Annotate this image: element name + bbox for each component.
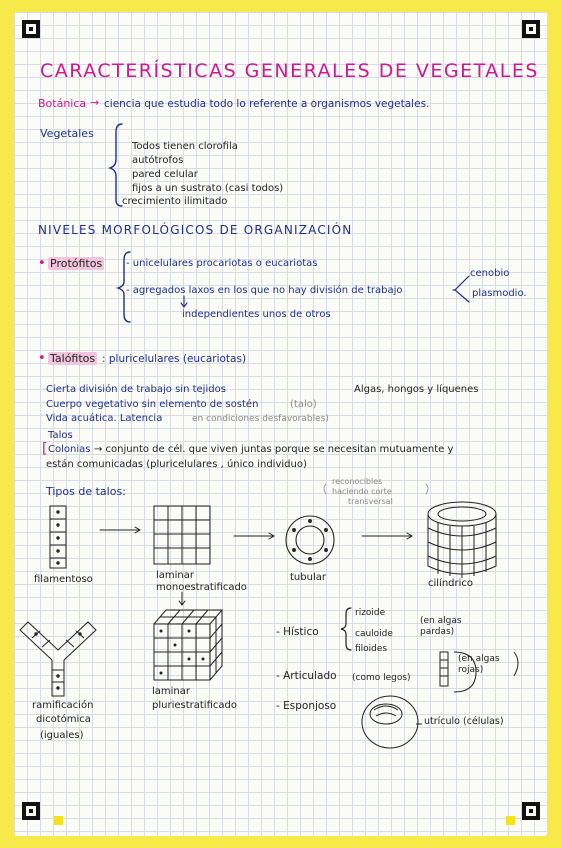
label-dicotomica: dicotómica [36,714,91,725]
talofitos-line-2-note: (talo) [290,399,317,410]
right-arrow-icon [362,533,412,539]
label-laminar-pluri: laminar [152,686,191,697]
plasmodio-label: plasmodio. [472,288,527,299]
label-pluriestratificado: pluriestratificado [152,700,237,711]
note-algas-pardas: (en algas pardas) [420,616,462,637]
filamentoso-drawing [50,506,66,568]
bracket-icon: [ [42,441,48,457]
arrow-icon: → [90,96,100,109]
tubular-drawing [286,516,334,564]
ramificacion-drawing [20,622,96,696]
label-histico: - Hístico [276,626,319,638]
talofitos-description: : pluricelulares (eucariotas) [102,353,247,365]
label-monoestratificado: monoestratificado [156,582,247,593]
protofitos-term: Protófitos [50,257,103,270]
laminar-pluri-drawing [154,610,222,680]
label-laminar-mono: laminar [156,570,195,581]
page-title: CARACTERÍSTICAS GENERALES DE VEGETALES [40,60,539,82]
protofitos-line-2: - agregados laxos en los que no hay división de trabajo [126,285,403,296]
talos-label: Talos [48,430,73,441]
articulado-drawing [440,652,518,692]
vegetales-item: Todos tienen clorofila [132,141,238,152]
botanica-definition: ciencia que estudia todo lo referente a organismos vegetales. [104,98,430,110]
right-arrow-icon [234,533,274,539]
note-transversal: transversal [348,497,393,506]
tipos-heading: Tipos de talos: [46,485,126,498]
note-reconocibles: reconocibles [332,477,383,486]
brace-vegetales [110,124,122,206]
label-filoides: filoides [355,644,388,654]
right-arrow-icon [100,527,140,533]
colonias-definition: → conjunto de cél. que viven juntas porque se necesitan mutuamente y [94,444,454,455]
label-esponjoso: - Esponjoso [276,700,337,712]
bullet-icon: • [38,256,46,271]
vegetales-item: fijos a un sustrato (casi todos) [132,183,284,194]
note-como-legos: (como legos) [352,673,411,683]
section-heading-niveles: NIVELES MORFOLÓGICOS DE ORGANIZACIÓN [38,223,353,237]
label-iguales: (iguales) [40,730,84,741]
down-arrow-icon [179,592,185,605]
label-tubular: tubular [290,572,326,583]
colonias-definition-2: están comunicadas (pluricelulares , único individuo) [46,459,307,470]
label-utriculo: utrículo (células) [424,716,504,727]
label-filamentoso: filamentoso [34,574,93,585]
protofitos-line-1: - unicelulares procariotas o eucariotas [126,258,318,269]
colonias-label: Colonias [48,444,91,455]
talofitos-term: Talófitos [50,352,96,365]
vegetales-item: crecimiento ilimitado [122,196,228,207]
note-algas-rojas: (en algas rojas) [458,654,500,675]
label-cilindrico: cilíndrico [428,578,474,589]
vegetales-item: pared celular [132,169,198,180]
cenobio-label: cenobio [470,268,510,279]
talofitos-line-1: Cierta división de trabajo sin tejidos [46,384,226,395]
label-cauloide: cauloide [355,629,393,639]
brace-protofitos [118,252,130,322]
down-arrow-icon [181,296,187,307]
vegetales-item: autótrofos [132,155,184,166]
note-bracket [324,484,428,494]
fork-arrow-icon [453,276,469,302]
talofitos-examples: Algas, hongos y líquenes [354,384,479,395]
talofitos-line-2: Cuerpo vegetativo sin elemento de sostén [46,399,259,410]
laminar-mono-drawing [154,506,210,564]
notebook-page [14,12,548,836]
label-rizoide: rizoide [355,608,386,618]
label-ramificacion: ramificación [32,700,94,711]
cilindrico-drawing [428,502,496,578]
vegetales-term: Vegetales [40,127,94,140]
brace-histico [341,608,351,650]
bullet-icon: • [38,351,46,366]
independientes-label: independientes unos de otros [182,309,331,320]
esponjoso-drawing [362,696,422,748]
talofitos-line-3: Vida acuática. Latencia [46,413,163,424]
label-articulado: - Articulado [276,670,337,682]
hand-drawn-diagrams [14,12,548,836]
talofitos-line-3-note: en condiciones desfavorables) [192,414,329,424]
note-corte: haciendo corte [332,487,392,496]
botanica-term: Botánica [38,97,87,110]
